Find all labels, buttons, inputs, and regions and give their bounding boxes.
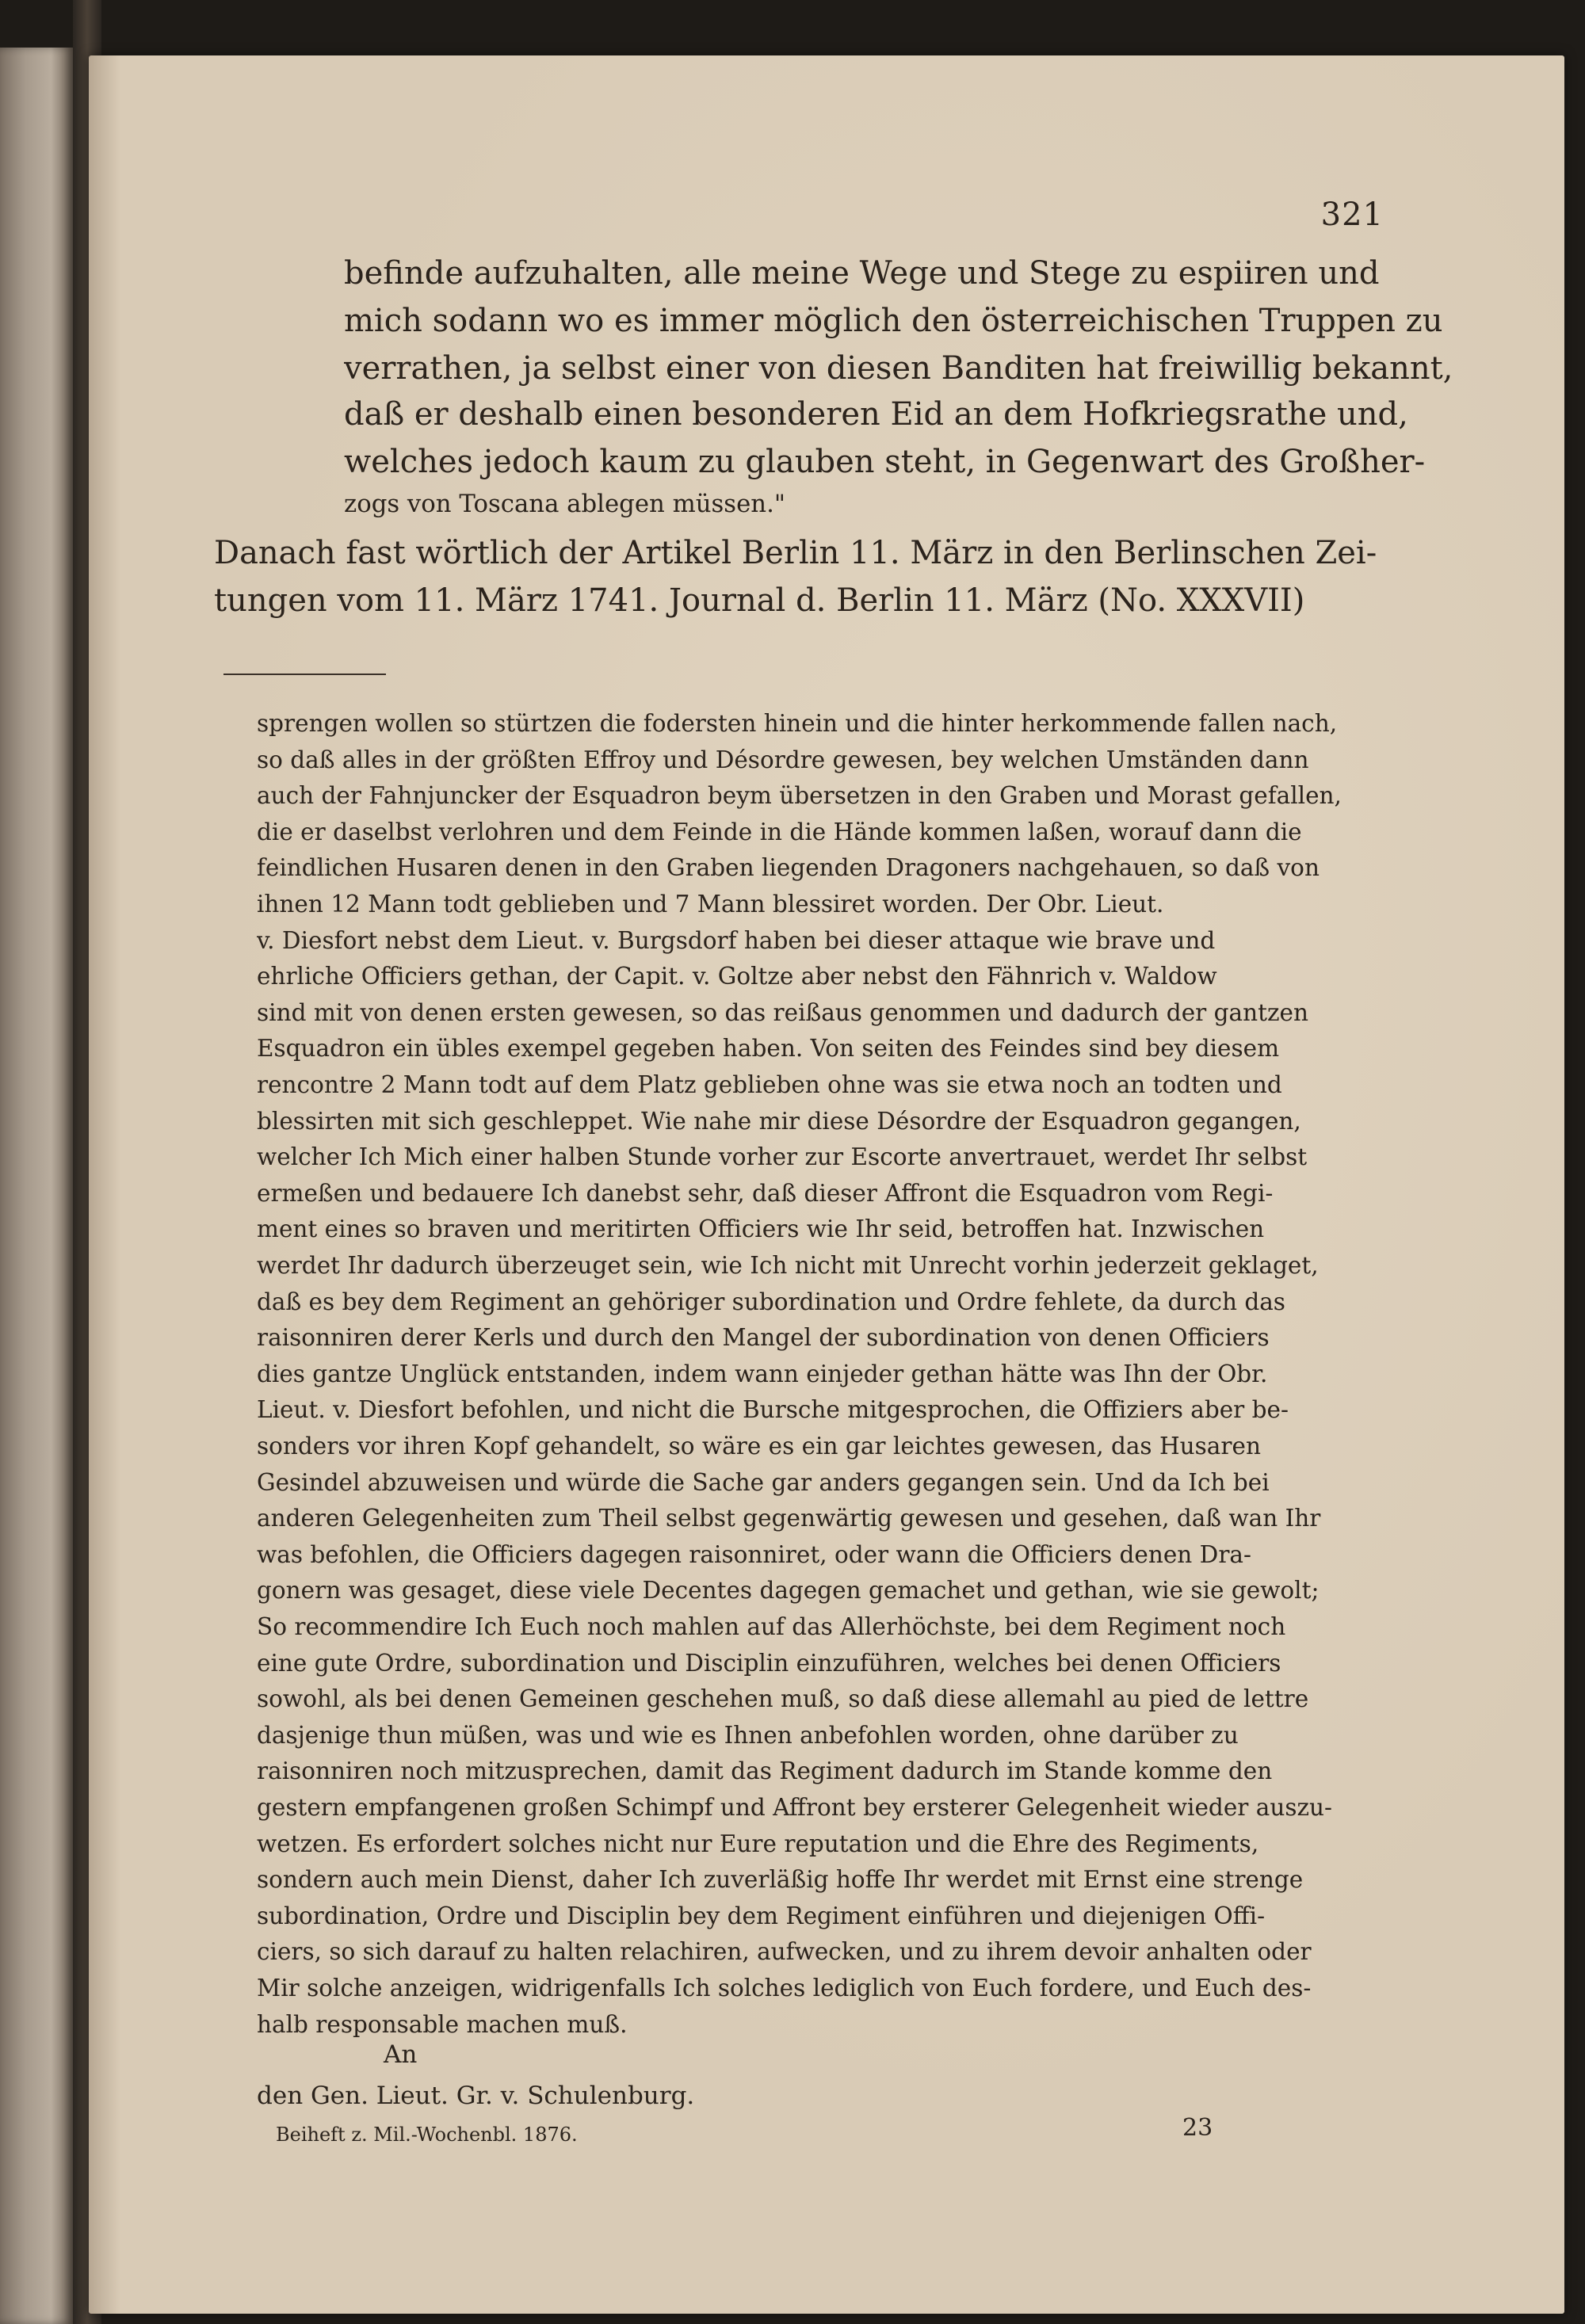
footnote-line: So recommendire Ich Euch noch mahlen auf das Allerhöchste, bei dem Regiment noch — [257, 1613, 1286, 1640]
footnote-line: wetzen. Es erfordert solches nicht nur Eure reputation und die Ehre des Regiments, — [257, 1830, 1259, 1857]
upper-line: befinde aufzuhalten, alle meine Wege und Stege zu espiiren und — [344, 255, 1380, 292]
page-number: 321 — [1320, 197, 1384, 233]
footnote-line: auch der Fahnjuncker der Esquadron beym übersetzen in den Graben und Morast gefallen, — [257, 782, 1342, 810]
footnote-line: dies gantze Unglück entstanden, indem wann einjeder gethan hätte was Ihn der Obr. — [257, 1360, 1268, 1387]
footnote-line: was befohlen, die Officiers dagegen raisonniret, oder wann die Officiers denen Dra- — [257, 1540, 1251, 1568]
footnote-rule — [223, 674, 386, 675]
footnote-line: werdet Ihr dadurch überzeuget sein, wie Ich nicht mit Unrecht vorhin jederzeit geklaget, — [257, 1252, 1319, 1279]
address-recipient: den Gen. Lieut. Gr. v. Schulenburg. — [257, 2082, 695, 2110]
upper-line: welches jedoch kaum zu glauben steht, in Gegenwart des Großher- — [344, 444, 1426, 480]
footnote-line: blessirten mit sich geschleppet. Wie nahe mir diese Désordre der Esquadron gegangen, — [257, 1107, 1301, 1135]
footnote-line: gonern was gesaget, diese viele Decentes dagegen gemachet und gethan, wie sie gewolt; — [257, 1577, 1320, 1605]
address-an: An — [384, 2040, 418, 2069]
upper-line: mich sodann wo es immer möglich den österreichischen Truppen zu — [344, 303, 1443, 339]
footnote-line: Esquadron ein übles exempel gegeben haben. Von seiten des Feindes sind bey diesem — [257, 1035, 1280, 1063]
footnote-line: die er daselbst verlohren und dem Feinde in die Hände kommen laßen, worauf dann die — [257, 818, 1302, 845]
signature-mark: 23 — [1182, 2114, 1213, 2142]
upper-line: Danach fast wörtlich der Artikel Berlin 11. März in den Berlinschen Zei- — [214, 535, 1377, 571]
footnote-line: sondern auch mein Dienst, daher Ich zuverläßig hoffe Ihr werdet mit Ernst eine strenge — [257, 1866, 1304, 1894]
footnote-line: Lieut. v. Diesfort befohlen, und nicht die Bursche mitgesprochen, die Offiziers aber be- — [257, 1396, 1289, 1424]
footnote-line: ehrliche Officiers gethan, der Capit. v. Goltze aber nebst den Fähnrich v. Waldow — [257, 963, 1217, 990]
footnote-line: ciers, so sich darauf zu halten relachiren, aufwecken, und zu ihrem devoir anhalten oder — [257, 1938, 1312, 1966]
footnote-line: daß es bey dem Regiment an gehöriger subordination und Ordre fehlete, da durch das — [257, 1288, 1285, 1315]
footnote-line: raisonniren noch mitzusprechen, damit das Regiment dadurch im Stande komme den — [257, 1757, 1273, 1785]
footnote-line: welcher Ich Mich einer halben Stunde vorher zur Escorte anvertrauet, werdet Ihr selbst — [257, 1143, 1308, 1171]
upper-line: verrathen, ja selbst einer von diesen Banditen hat freiwillig bekannt, — [344, 350, 1453, 387]
upper-line: daß er deshalb einen besonderen Eid an dem Hofkriegsrathe und, — [344, 396, 1408, 433]
footnote-line: rencontre 2 Mann todt auf dem Platz geblieben ohne was sie etwa noch an todten und — [257, 1071, 1282, 1098]
footnote-line: halb responsable machen muß. — [257, 2010, 628, 2038]
footnote-line: raisonniren derer Kerls und durch den Mangel der subordination von denen Officiers — [257, 1324, 1270, 1352]
footnote-line: dasjenige thun müßen, was und wie es Ihnen anbefohlen worden, ohne darüber zu — [257, 1721, 1239, 1749]
footnote-line: sonders vor ihren Kopf gehandelt, so wäre es ein gar leichtes gewesen, das Husaren — [257, 1433, 1261, 1460]
upper-line: zogs von Toscana ablegen müssen." — [344, 490, 785, 518]
supplement-note: Beiheft z. Mil.-Wochenbl. 1876. — [276, 2124, 578, 2146]
footnote-line: sprengen wollen so stürtzen die fodersten hinein und die hinter herkommende fallen nach, — [257, 710, 1338, 737]
upper-line: tungen vom 11. März 1741. Journal d. Berlin 11. März (No. XXXVII) — [214, 582, 1305, 619]
footnote-line: ermeßen und bedauere Ich danebst sehr, daß dieser Affront die Esquadron vom Regi- — [257, 1179, 1274, 1207]
footnote-line: anderen Gelegenheiten zum Theil selbst gegenwärtig gewesen und gesehen, daß wan Ihr — [257, 1505, 1321, 1532]
footnote-line: eine gute Ordre, subordination und Disciplin einzuführen, welches bei denen Officiers — [257, 1649, 1281, 1677]
footnote-line: ihnen 12 Mann todt geblieben und 7 Mann blessiret worden. Der Obr. Lieut. — [257, 891, 1164, 918]
footnote-line: sowohl, als bei denen Gemeinen geschehen muß, so daß diese allemahl au pied de lettre — [257, 1685, 1309, 1713]
page-content — [89, 55, 1564, 2314]
footnote-line: gestern empfangenen großen Schimpf und Affront bey ersterer Gelegenheit wieder auszu- — [257, 1794, 1332, 1821]
footnote-line: v. Diesfort nebst dem Lieut. v. Burgsdorf haben bei dieser attaque wie brave und — [257, 926, 1216, 954]
footnote-line: sind mit von denen ersten gewesen, so das reißaus genommen und dadurch der gantzen — [257, 998, 1308, 1026]
previous-page-edge — [0, 48, 73, 2324]
footnote-line: Mir solche anzeigen, widrigenfalls Ich solches lediglich von Euch fordere, und Euch des- — [257, 1975, 1312, 2002]
footnote-line: Gesindel abzuweisen und würde die Sache gar anders gegangen sein. Und da Ich bei — [257, 1468, 1270, 1496]
footnote-line: subordination, Ordre und Disciplin bey dem Regiment einführen und diejenigen Offi- — [257, 1902, 1266, 1929]
footnote-line: feindlichen Husaren denen in den Graben liegenden Dragoners nachgehauen, so daß von — [257, 854, 1320, 882]
page-sheet — [89, 55, 1564, 2314]
footnote-line: ment eines so braven und meritirten Officiers wie Ihr seid, betroffen hat. Inzwischen — [257, 1215, 1265, 1243]
footnote-line: so daß alles in der größten Effroy und Désordre gewesen, bey welchen Umständen dann — [257, 746, 1309, 773]
